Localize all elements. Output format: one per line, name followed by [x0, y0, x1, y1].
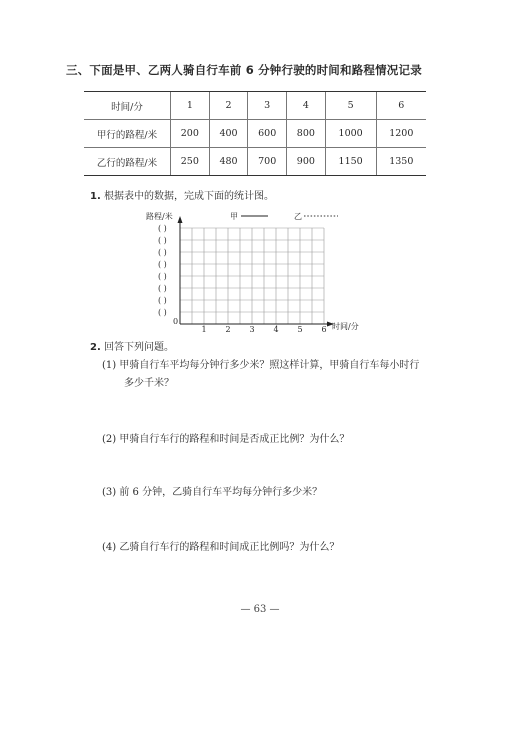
row-label: 甲行的路程/米 — [84, 120, 171, 148]
row-label: 时间/分 — [84, 92, 171, 120]
table-cell: 200 — [171, 120, 210, 148]
table-cell: 700 — [248, 148, 287, 176]
table-cell: 1 — [171, 92, 210, 120]
table-cell: 1150 — [325, 148, 376, 176]
legend-label-b: 乙 — [294, 212, 302, 221]
sub-question-1-continuation: 多少千米？ — [124, 378, 174, 389]
y-axis-blank: ( ) — [158, 224, 167, 233]
table-cell: 1350 — [376, 148, 426, 176]
y-axis-blanks — [158, 224, 167, 317]
table-cell: 480 — [209, 148, 248, 176]
sub-question-4 — [102, 538, 339, 553]
graph-axes — [178, 216, 335, 327]
x-tick-label: 5 — [297, 325, 303, 334]
sub-question-text: 乙骑自行车行的路程和时间成正比例吗？为什么？ — [119, 542, 340, 553]
sub-question-label: (4) — [102, 542, 117, 553]
sub-question-text: 前 6 分钟，乙骑自行车平均每分钟行多少米？ — [119, 487, 323, 498]
table-cell: 800 — [287, 120, 326, 148]
x-tick-label: 6 — [321, 325, 327, 334]
table-cell: 3 — [248, 92, 287, 120]
section-heading: 三、下面是甲、乙两人骑自行车前 6 分钟行驶的时间和路程情况记录 — [66, 63, 422, 77]
table-cell: 6 — [376, 92, 426, 120]
question-1-text: 根据表中的数据，完成下面的统计图。 — [103, 191, 274, 202]
table-cell: 1200 — [376, 120, 426, 148]
table-cell: 4 — [287, 92, 326, 120]
y-axis-blank: ( ) — [158, 260, 167, 269]
sub-question-1 — [102, 356, 419, 371]
x-tick-label: 2 — [225, 325, 231, 334]
x-axis-label: 时间/分 — [332, 322, 359, 331]
row-label: 乙行的路程/米 — [84, 148, 171, 176]
y-axis-blank: ( ) — [158, 236, 167, 245]
table-cell: 2 — [209, 92, 248, 120]
table-cell: 1000 — [325, 120, 376, 148]
x-tick-label: 4 — [273, 325, 279, 334]
x-tick-label: 1 — [201, 325, 207, 334]
question-2-text: 回答下列问题。 — [103, 342, 174, 353]
page-number: — 63 — — [240, 604, 280, 615]
graph-grid — [180, 228, 324, 324]
table-cell: 5 — [325, 92, 376, 120]
y-axis-blank: ( ) — [158, 296, 167, 305]
question-2-number: 2. — [90, 342, 101, 353]
sub-question-label: (1) — [102, 360, 117, 371]
table-cell: 900 — [287, 148, 326, 176]
table-cell: 600 — [248, 120, 287, 148]
x-axis-ticks — [201, 325, 326, 334]
x-tick-label: 3 — [249, 325, 255, 334]
y-axis-blank: ( ) — [158, 308, 167, 317]
sub-question-label: (2) — [102, 434, 117, 445]
y-axis-blank: ( ) — [158, 284, 167, 293]
table-cell: 250 — [171, 148, 210, 176]
sub-question-text: 甲骑自行车行的路程和时间是否成正比例？为什么？ — [119, 434, 350, 445]
y-axis-blank: ( ) — [158, 248, 167, 257]
question-1-number: 1. — [90, 191, 101, 202]
sub-question-label: (3) — [102, 487, 117, 498]
legend-label-a: 甲 — [230, 212, 238, 221]
sub-question-2 — [102, 430, 349, 445]
y-axis-blank: ( ) — [158, 272, 167, 281]
sub-question-text: 甲骑自行车平均每分钟行多少米？照这样计算，甲骑自行车每小时行 — [119, 360, 420, 371]
origin-label: 0 — [173, 317, 179, 326]
question-2 — [90, 338, 174, 353]
y-axis-label: 路程/米 — [146, 212, 173, 221]
sub-question-3 — [102, 483, 322, 498]
table-cell: 400 — [209, 120, 248, 148]
